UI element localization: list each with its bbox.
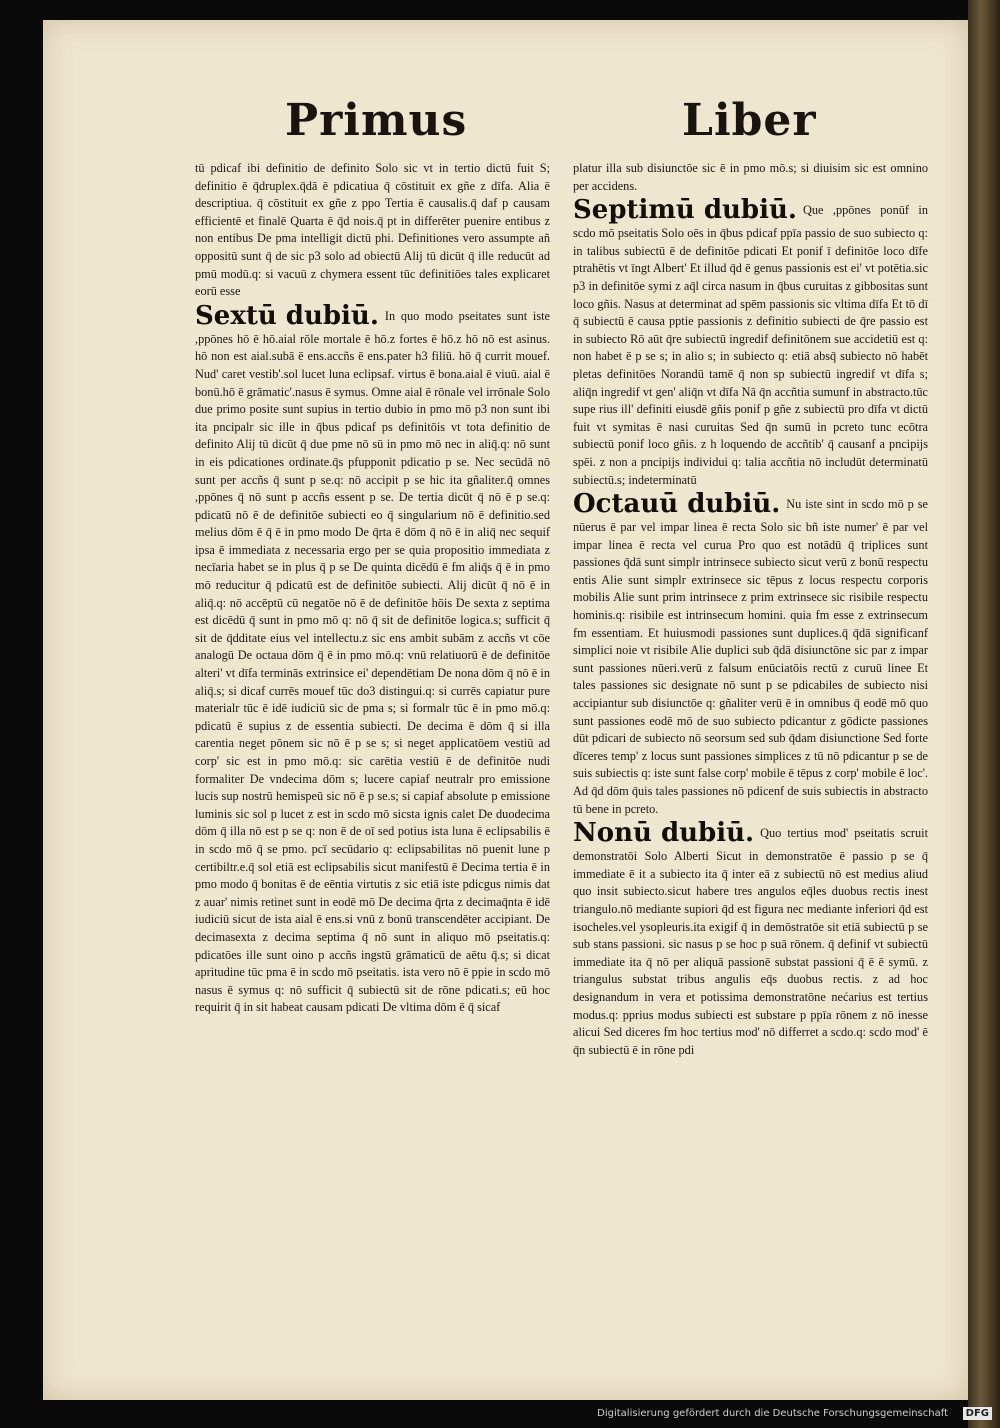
sextum-heading: Sextū dubiū. bbox=[195, 300, 379, 331]
septimum-section bbox=[573, 195, 928, 489]
septimum-heading: Septimū dubiū. bbox=[573, 195, 797, 226]
right-column bbox=[573, 160, 928, 1059]
sextum-text: In quo modo pseitates sunt iste ,ppōnes hō ē hō.aial rōle mortale ē hō.z fortes ē hō.z hō nō est asinus. hō non est aial.subā ē ens.accñs ē ens.pater h3 filiū. hō q̄ currit mouef. Nud' caret vestib'.sol lucet luna eclipsaf. virtus ē bona.aial ē viuū. aial ē bonū.hō ē grāmatic'.nasus ē symus. Omne aial ē rōnale vel irrōnale Solo due primo posite sunt supius in tertio dubio in pmo mō p3 non sunt ibi ita pncipalr sic ille in q̄bus pdicaf ps definitōis vt tota definitio de definito Alij tū dicūt q̄ due pme nō sū in pmo mō nec in aliq̄.q: nō sunt in eis pdicationes ordinate.q̄s pfupponit pdicatio p se. Nec secūdā nō sunt per accñs q̄ sunt p se.q: nō accipit p se hic ita gñaliter.q̄ omnes ,ppōnes q̄ nō sunt p accñs essent p se. De tertia dicūt q̄ nō ē p se.q: pdicatū nō ē de definitōe subiecti eo q̄ singularium nō ē definitio.sed melius dōm ē q̄ ē in pmo modo De q̄rta ē dōm q̄ nō ē in aliq̄ nec sequif ipsa ē immediata z necessaria ergo per se quia propositio immediata z necīaria habet se in plus q̄ p se De quinta dicēdū ē fm aliq̄s q̄ ē in pmo mō reducitur q̄ pdicatū est de definitōe subiecti. Alij dicūt q̄ nō ē in aliq̄.q: nō accēptū cū negatōe nō ē de definitōe hōis De sexta z septima est dicēdū q̄ sunt in pmo mō q: nō q̄ sit de definitōe logica.s; sufficit q̄ sit de q̄dditate eius vel intellectu.z sic ens ambit subām z accñs vt cōe analogū De octaua dōm q̄ ē in pmo mō.q: vnū relatiuorū ē de definitōe alteri' vt dīfa terminās extrinsice ei' dependētiam De nona dōm q̄ nō ē in aliq̄.s; si dicaf currēs mouef tūc do3 distingui.q: si currēs capiatur pure materialr tūc ē idē iudiciū sic de pma s; si formalr tūc ē in pmo mō.q: pdicatū ē supius z de essentia subiecti. De decima ē dōm q̄ si illa carentia neget pōnem sic nō ē p se s; si neget applicatōem vestiū ad corp' sic est in pmo mō.q: sic carētia vestiū ē de definitōe nudi formaliter De vndecima dōm s; lucere capiaf neutralr pro emissione lucis sup nostrū hemispeū sic nō ē p se.s; si capiaf absolute p emissione luminis sic sol p lucet z est in scdo mō sicsta ignis calet De duodecima dōm q̄ illa nō est p se q: non ē de oī sed potius ista luna ē eclipsabilis ē in scdo mō q̄ se pmo. pcī secūdario q: eclipsabilitas nō puenit lune p certibiltr.e.q̄ sol etiā est eclipsabilis sicut manifestū ē Decima tertia ē in pmo modo q̄ bonitas ē de eēntia virtutis z sic etiā iste pdicgus nimis dat z auar' nimis retinet sunt in eodē mō De decima q̄rta z decimaq̄nta ē idē iudiciū sicut de ista aial ē ens.si vnū z bonū transcendēter accipiant. De decimasexta z decima septima q̄ nō sunt in aliquo mō pseitatis.q: pdicatōes ille sunt oino p accñs ingstū grāmaticū de aētu q̄.s; si dicat apritudine tūc pma ē in scdo mō pseitatis. ista vero nō ē ppie in scdo mō nasus ē symus q: nō sufficit q̄ subiectū sit de rōne pdicati.s; eū hoc requirit q̄ in sit habeat causam pdicati De vltima dōm ē q̄ sicaf bbox=[195, 308, 550, 1015]
nonum-section bbox=[573, 818, 928, 1059]
septimum-text: Que ,ppōnes ponūf in scdo mō pseitatis Solo oēs in q̄bus pdicaf ppīa passio de suo subiecto q: in talibus subiectū ē de definitōe pdicati Et ponif ī definitōe loco dīfe ptrahētis vt īngt Albert' Et illud q̄d ē genus passionis est ei' vt potētia.sic p3 in definitōe symi z aq̄l circa nasum in q̄bus curuitas z gibbositas sunt loco gñis. Nasus at determinat ad spēm passionis sic vltima dīfa Et tō dī q̄ subiectū ē causa pptie passionis z definitio subiecti de q̄re passio est in subiecto Rō aūt q̄re subiectū ingredif definitōnem sue accidetiū est q: non habet ē p se s; in alio s; in subiecto q: etiā absq̄ subiecto nō habēt pletas definitōes Norandū tamē q̄ non sp subiectū ingredif vt dīfa s; aliq̄n ingredif vt gen' aliq̄n vt dīfa Nā q̄n accñtia sumunf in abstracto.tūc supe rius ill' definiti eiusdē gñis ponif p gñe z subiectū pro dīfa vt dictū fuit vt symitas ē nasi curuitas Sed q̄n sumū in pcreto tunc ecōtra subiectū ponif loco gñis. z h loquendo de accñtib' q̄ causanf a pncipijs spēi. z non a pncipijs individui q: talia accñtia nō includūt determinatū subiectū.s; indeterminatū bbox=[573, 203, 928, 487]
book-spine-edge bbox=[968, 0, 1000, 1428]
left-intro-text: tū pdicaf ibi definitio de definito Solo sic vt in tertio dictū fuit S; definitio ē q̄druplex.q̄dā ē pdicatiua q̄ cōstituit ex gñe z dīfa. Alia ē descriptiua. q̄ cōstituit ex gñe z ppo Tertia ē causalis.q̄ daf p causam efficientē et finalē Quarta ē q̄d nois.q̄ pt in differēter puenire entibus z non entibus De pma intelligit dictū phi. Definitiones vero assumpte añ oppositū sunt q̄ de sic p3 solo ad obiectū Alij tū dicūt q̄ ille reducūt ad pmū modū.q: si vacuū z chymera essent tūc definitiōes tales explicaret eorū esse bbox=[195, 161, 550, 299]
octauum-text: Nu iste sint in scdo mō p se nūerus ē par vel impar linea ē recta Solo sic bñ iste numer' ē par vel impar linea ē recta vel curua Pro quo est notādū q̄ triplices sunt passiones q̄dā sunt simplr intrinsece subiecto sicut verū z bonū respectu entis Alie sunt simplr extrinsece sic tēpus z locus respectu corporis mobilis Alie sunt prim intrinsece z prim extrinsece sic risibile respectu hominis.q: risibile est intrinsecum homini. quia fm esse z extrinsecum fm essentiam. Et huiusmodi passiones sunt duplices.q̄ q̄dā significanf simplici noie vt risibile Alie duplici sub q̄dā disiunctōne sic par z impar sunt passiones nūeri.verū z falsum enūciatōis rectū z curuū linee Et tales passiones sic designate nō sunt p se pdicabiles de subiecto nisi accipiantur sub disiunctōe q: gñaliter verū ē in omnibus q̄ eodē mō quo sunt passiones eodē mō de suo subiecto pdicantur z gōdicte passiones dūt pdicari de subiecto nō seorsum sed sub q̄dam disiunctione Sed forte dīceres temp' z locus sunt passiones simplices z tū nō pdicantur p se de suis subiectis q: iste sunt false corp' mobile ē tēpus z corp' mobile ē loc'. Ad q̄d dōm q̄uis tales passiones nō pdicenf de suis subiectis in abstracto tū bene in pcreto. bbox=[573, 497, 928, 816]
dfg-logo: DFG bbox=[963, 1407, 992, 1420]
footer-bar bbox=[0, 1406, 1000, 1422]
funding-credit: Digitalisierung gefördert durch die Deutsche Forschungsgemeinschaft bbox=[597, 1408, 948, 1419]
left-column bbox=[195, 160, 550, 1017]
octauum-heading: Octauū dubiū. bbox=[573, 489, 781, 520]
nonum-heading: Nonū dubiū. bbox=[573, 818, 755, 849]
octauum-section bbox=[573, 489, 928, 818]
running-head-left: Primus bbox=[285, 95, 468, 146]
nonum-text: Quo tertius mod' pseitatis scruit demonstratōi Solo Alberti Sicut in demonstratōe ē passio p se q̄ immediate ē it a subiecto ita q̄ inter eā z subiectū nō est medius aliud quo insit subiecto.sicut habere tres angulos eq̄les duobus rectis inest triangulo.nō mediante supiori q̄d est figura nec mediante inferiori q̄d est isocheles.vel ysopleuris.ita exigif q̄ in demōstratōe sit etiā subiectū p se sub stans passioni. sic nasus p se hoc p suā rōnem. q̄ definif vt subiectū immediate ita q̄ nō per aliquā passionē substat passioni q̄ ē ē symū. z triangulus substat tribus angulis eq̄s duobus rectis. z ad hoc designandum in vera et potissima demonstratōne nećarius est tertius modus.q: pprius modus subiecti est substare p ppīa rōnem z nō inesse alicui Sed diceres fm hoc tertius mod' nō differret a scdo.q: scdo mod' ē q̄n subiectū ē in rōne pdi bbox=[573, 826, 928, 1057]
running-head-right: Liber bbox=[682, 95, 817, 146]
right-intro-text: platur illa sub disiunctōe sic ē in pmo mō.s; si diuisim sic est omnino per accidens. bbox=[573, 161, 928, 193]
sextum-section bbox=[195, 301, 550, 1017]
